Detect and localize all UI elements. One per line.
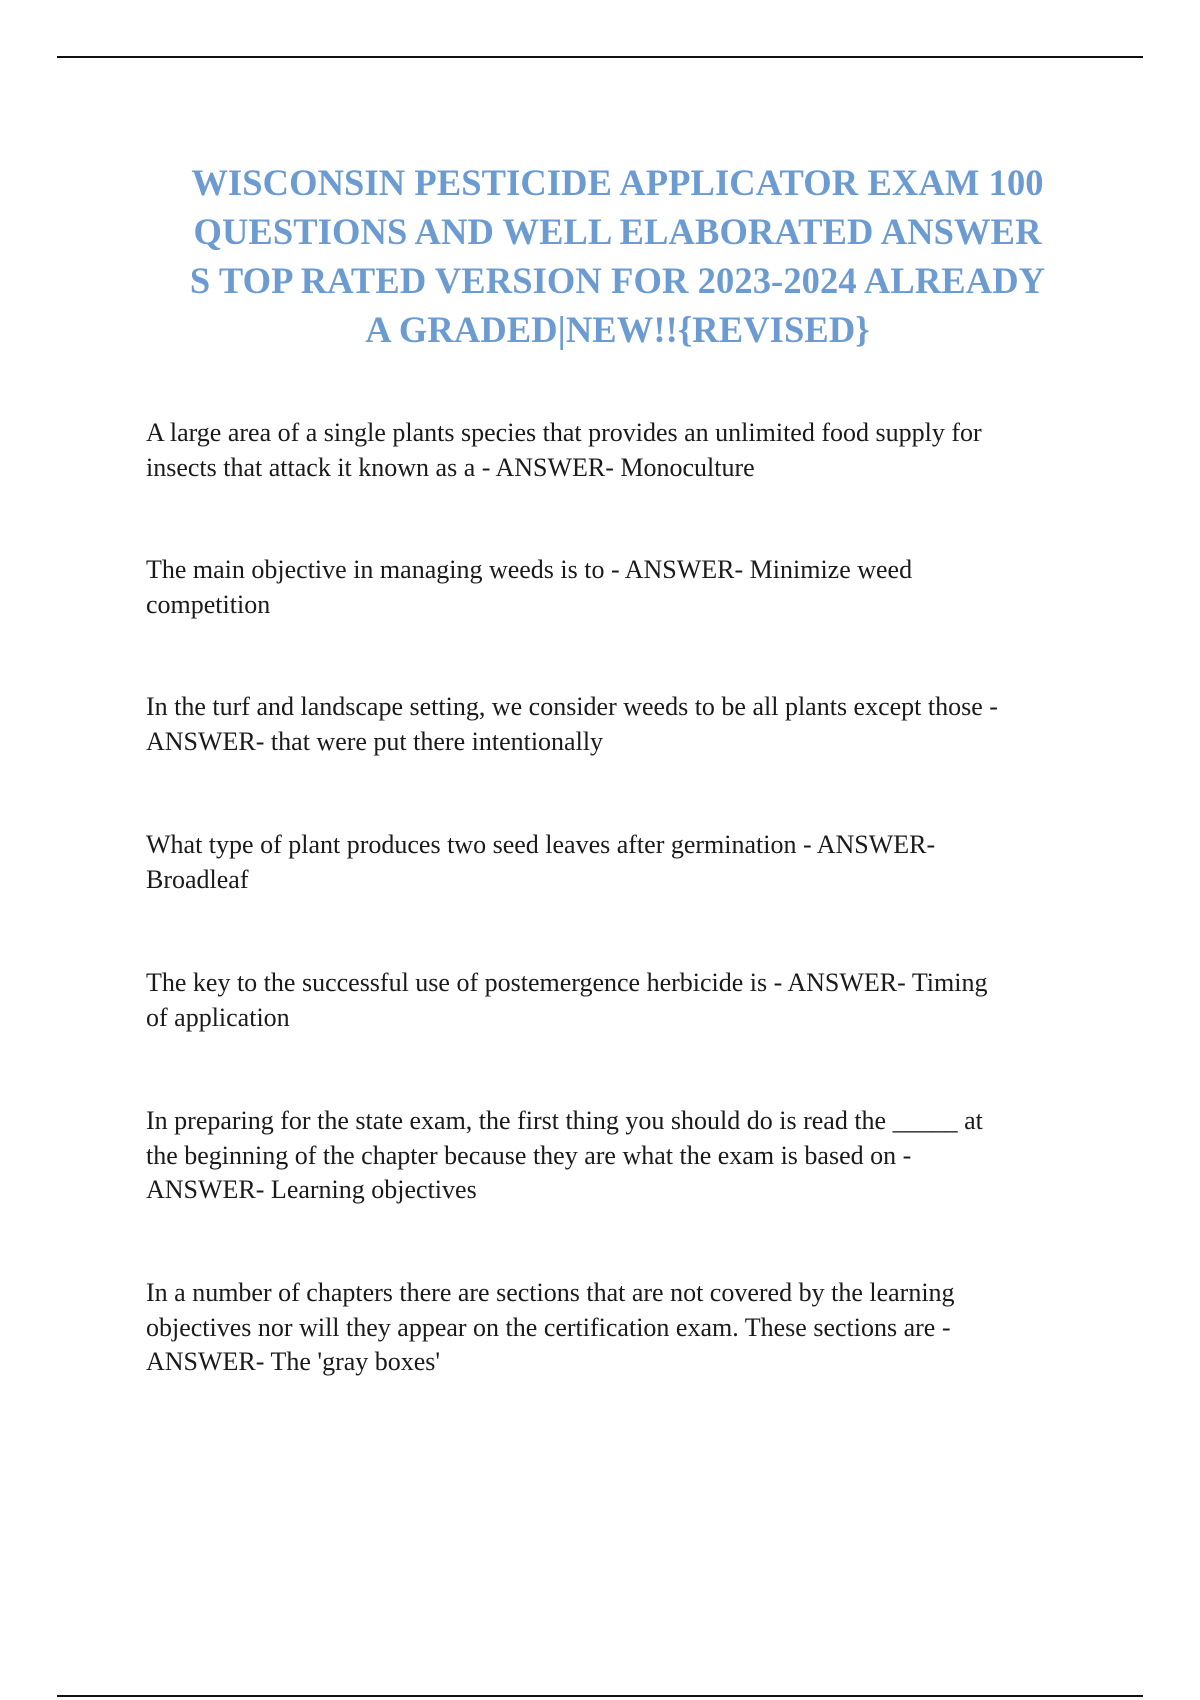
qa-item-weed-objective (146, 553, 1086, 622)
title-line: QUESTIONS AND WELL ELABORATED ANSWER (193, 211, 1042, 252)
qa-line: objectives nor will they appear on the certification exam. These sections are - (146, 1312, 951, 1342)
qa-line: In a number of chapters there are sections that are not covered by the learning (146, 1278, 955, 1307)
qa-line: of application (146, 1002, 290, 1032)
qa-item-turf-weeds (146, 690, 1086, 759)
qa-line: In preparing for the state exam, the first thing you should do is read the _____ at (146, 1106, 983, 1135)
top-rule (57, 56, 1143, 58)
qa-line: A large area of a single plants species that provides an unlimited food supply for (146, 418, 982, 447)
qa-item-state-exam (146, 1104, 1086, 1208)
qa-line: the beginning of the chapter because they are what the exam is based on - (146, 1140, 912, 1170)
qa-line: The main objective in managing weeds is to - ANSWER- Minimize weed (146, 555, 913, 584)
qa-item-seed-leaves (146, 828, 1086, 897)
document-title (140, 158, 1095, 354)
qa-item-gray-boxes (146, 1276, 1086, 1380)
title-line: A GRADED|NEW!!{REVISED} (365, 309, 870, 350)
qa-line: ANSWER- The 'gray boxes' (146, 1347, 441, 1376)
qa-line: ANSWER- that were put there intentionally (146, 726, 604, 756)
qa-line: competition (146, 589, 271, 619)
qa-line: ANSWER- Learning objectives (146, 1175, 477, 1204)
qa-line: insects that attack it known as a - ANSWER- Monoculture (146, 452, 755, 482)
qa-item-postemergence (146, 966, 1086, 1035)
qa-line: What type of plant produces two seed leaves after germination - ANSWER- (146, 830, 936, 859)
qa-item-monoculture (146, 416, 1086, 485)
title-line: WISCONSIN PESTICIDE APPLICATOR EXAM 100 (191, 162, 1044, 203)
qa-line: The key to the successful use of postemergence herbicide is - ANSWER- Timing (146, 968, 988, 997)
qa-line: In the turf and landscape setting, we consider weeds to be all plants except those - (146, 692, 998, 721)
qa-line: Broadleaf (146, 864, 249, 894)
title-line: S TOP RATED VERSION FOR 2023-2024 ALREADY (189, 260, 1046, 301)
bottom-rule (57, 1695, 1143, 1697)
